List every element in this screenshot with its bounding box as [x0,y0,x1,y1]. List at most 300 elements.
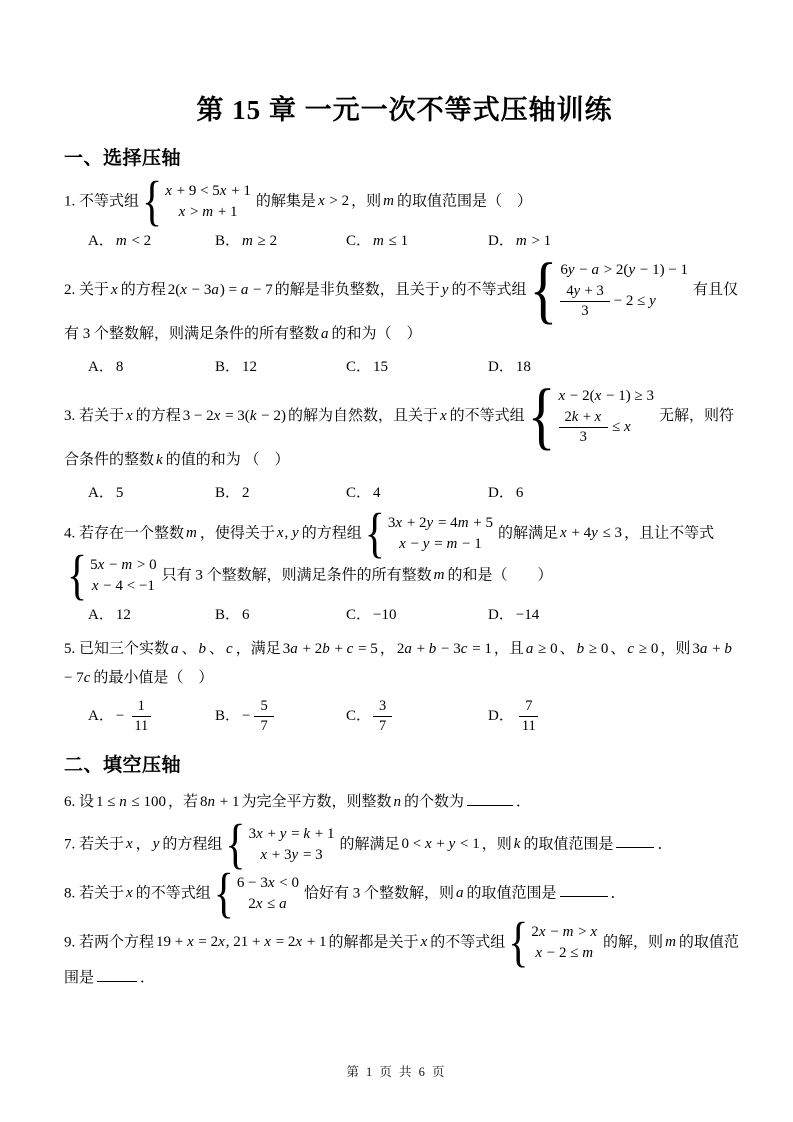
problem [64,247,745,380]
math-run: x − y = m − 1 [399,535,482,552]
math-run: x > m + 1 [178,203,238,220]
problem-text [64,788,745,817]
text-run: A． [88,358,114,375]
text-run: D． [488,606,514,623]
fraction-numerator [132,698,151,717]
text-run: 6. 设 [64,793,95,810]
math-variable: a [240,281,249,298]
math-run [126,885,134,901]
math-variable: y [628,261,636,278]
options-row [88,354,745,380]
math-variable: x [395,514,403,531]
math-variable: c [83,669,91,686]
math-run: 2 [242,484,250,501]
math-run: 5 [260,697,268,714]
math-run: 3 [581,302,589,319]
math-run: m ≥ 2 [242,232,278,249]
math-variable: m [121,556,133,573]
problem-text [64,247,745,349]
option-d [488,480,525,506]
math-variable: x [439,407,447,424]
math-variable: y [573,282,581,299]
option-c [346,228,488,254]
problem [64,503,745,628]
text-run: 1. 不等式组 [64,193,140,210]
math-run: − [242,708,251,725]
fraction-numerator [519,698,538,717]
math-run [421,934,429,950]
math-variable: m [457,514,469,531]
math-run [383,193,395,209]
system-line [246,895,289,914]
option-a [88,480,215,506]
options-row [88,228,745,254]
math-variable: x [420,934,428,951]
text-run: 的取值范围是（ ） [396,193,532,210]
text-run: ，则 [351,193,382,210]
system-rows [557,387,657,446]
text-run: ， [379,640,395,657]
math-variable: y [422,535,430,552]
math-run: 7 [260,717,268,734]
text-run: ，且让不等式 [624,525,715,542]
problem [64,912,745,993]
math-variable: a [591,261,599,278]
left-brace-icon: { [67,545,88,606]
math-run: 3a + 2b + c = 5 [282,640,378,657]
text-run: A． [88,232,114,249]
math-run: 3 [379,697,387,714]
math-run: x + 4y ≤ 3 [560,525,623,542]
fraction [373,698,392,735]
math-run: 6 [515,484,524,501]
math-run [442,282,450,298]
text-run: B． [215,606,241,623]
inequality-system [142,171,253,232]
text-run: 、 [610,640,626,657]
option-c [346,602,488,628]
option-a [88,354,215,380]
left-brace-icon: { [364,503,385,564]
system-line [258,846,324,865]
text-run: 5. 已知三个实数 [64,640,170,657]
math-run: 5 [115,484,124,501]
math-run: 2x ≤ a [248,895,287,912]
math-variable: a [525,640,534,657]
math-variable: k [513,836,521,853]
text-run: 的解，则 [603,934,664,951]
math-run: m ≤ 1 [373,232,409,249]
math-variable: m [562,923,574,940]
math-run: 2x − m > x [531,923,598,940]
text-run: 4. 若存在一个整数 [64,525,185,542]
math-variable: x [295,934,303,951]
math-variable: a [321,325,329,342]
system-line [557,409,634,446]
math-variable: x [594,408,602,425]
math-variable: a [290,640,298,657]
option-b [215,354,346,380]
inequality-system [213,863,301,924]
text-run: 的不等式组 [430,934,506,951]
text-run: D． [488,708,514,725]
text-run: 、 [559,640,575,657]
math-variable: a [279,895,287,912]
math-variable: x [264,934,271,951]
math-run: −10 [373,606,397,623]
problem [64,373,745,506]
math-run: m > 1 [515,232,552,249]
system-line [533,944,596,963]
math-variable: x [256,825,263,842]
math-run: 11 [134,717,149,734]
option-c [346,698,488,735]
text-run: 为完全平方数，则整数 [241,793,392,810]
math-run [456,885,465,901]
inequality-system [508,912,600,973]
math-run [126,836,134,852]
problem [64,814,745,875]
left-brace-icon: { [213,863,234,924]
text-run: D． [488,484,514,501]
text-run: ． [657,836,673,853]
math-variable: k [571,408,579,425]
option-b [215,480,346,506]
text-run: 有且仅有 3 个整数解，则满足条件的所有整数 [64,281,739,342]
math-run: 3 [579,428,587,445]
math-variable: b [322,640,330,657]
math-variable: m [115,232,127,249]
math-variable: n [119,793,127,810]
option-c [346,480,488,506]
math-run: 4 [373,484,381,501]
system-line [529,923,600,942]
options-row [88,602,745,628]
left-brace-icon: { [529,247,558,332]
math-run: 8 [115,358,124,375]
option-a [88,602,215,628]
text-run: ． [140,969,156,986]
math-variable: x [126,836,133,853]
math-variable: c [460,640,468,657]
text-run: 恰好有 3 个整数解，则 [303,885,454,902]
math-variable: y [426,514,434,531]
math-run [440,408,448,424]
fill-blank-problems-container [64,788,745,993]
math-variable: y [441,281,449,298]
math-variable: m [202,203,214,220]
answer-blank [616,832,654,848]
fraction-numerator [254,698,273,717]
math-variable: x [180,281,187,298]
math-variable: a [404,640,412,657]
math-variable: x [276,525,284,542]
options-row [88,698,745,735]
math-variable: x [255,895,263,912]
math-run: x, y [276,525,299,542]
math-run [199,641,208,657]
math-variable: a [211,281,219,298]
system-rows [386,514,495,554]
text-run: 的解满足 [339,836,400,853]
problem [64,635,745,735]
math-variable: y [279,825,287,842]
math-variable: c [226,640,233,657]
text-run: 2. 关于 [64,281,110,298]
math-variable: x [165,182,172,199]
text-run: ，则 [660,640,691,657]
math-run: x + 9 < 5x + 1 [165,182,251,199]
text-run: ，若 [167,793,198,810]
math-run [514,836,522,852]
math-variable: n [207,793,215,810]
math-run [434,567,446,583]
text-run: ，且 [493,640,524,657]
text-run: ，使得关于 [199,525,275,542]
math-run: x + 3y = 3 [260,846,323,863]
text-run: 的和是（ ） [447,567,553,584]
system-line [247,825,337,844]
system-rows [247,825,337,865]
section-heading-fill-blank: 二、填空压轴 [64,754,182,776]
math-variable: m [515,232,527,249]
math-variable: x [267,874,275,891]
math-variable: y [152,836,160,853]
text-run: B． [215,358,241,375]
text-run: 的和为（ ） [331,325,422,342]
page-title: 第 15 章 一元一次不等式压轴训练 [196,95,613,125]
math-run: 11 [521,717,536,734]
math-variable: x [538,923,546,940]
system-rows [235,874,301,914]
math-run: 6 − 3x < 0 [236,874,299,891]
math-run: 3 − 2x = 3(k − 2) [182,407,286,424]
math-variable: x [186,934,194,951]
math-run: 19 + x = 2x, 21 + x = 2x + 1 [156,934,327,951]
system-line [88,556,158,575]
math-variable: m [373,232,384,249]
math-variable: b [576,640,585,657]
math-variable: n [393,793,401,810]
math-run: 7 [525,697,533,714]
text-run: C． [346,484,372,501]
math-variable: x [624,418,631,435]
math-run [111,282,119,298]
text-run: 的不等式组 [135,885,211,902]
math-variable: b [198,640,207,657]
text-run: 的最小值是（ ） [93,669,214,686]
math-run [665,934,677,950]
problem-text [64,373,745,475]
answer-blank [467,790,513,806]
fraction-denominator [254,717,273,735]
system-line [386,514,495,533]
system-line [177,203,240,222]
math-variable: m [433,567,445,584]
left-brace-icon: { [527,373,556,458]
text-run: 7. 若关于 [64,836,125,853]
math-run: 2k + x [564,408,602,425]
option-c [346,354,488,380]
math-variable: x [91,577,99,594]
text-run: 无解，则符合条件的整数 [64,407,735,468]
math-run: 2a + b − 3c = 1 [396,640,492,657]
text-run: B． [215,708,241,725]
fraction-denominator [516,717,542,735]
text-run: ，则 [481,836,512,853]
math-run: − 2 ≤ y [613,292,656,309]
problem-text [64,503,745,606]
text-run: ，满足 [235,640,281,657]
math-variable: a [699,640,708,657]
math-run: 1 [137,697,145,714]
fraction [128,698,154,735]
option-d [488,602,541,628]
text-run: 、 [181,640,197,657]
text-run: B． [215,232,241,249]
text-run: 的方程 [120,281,166,298]
left-brace-icon: { [508,912,529,973]
math-variable: b [428,640,437,657]
text-run: ， [135,836,151,853]
math-run [156,452,164,468]
problem-text [64,814,745,875]
math-run: 15 [373,358,389,375]
math-variable: c [627,640,635,657]
math-run: 12 [242,358,258,375]
system-rows [88,556,158,596]
math-variable: k [249,407,257,424]
text-run: A． [88,708,114,725]
option-a [88,698,215,735]
math-variable: x [317,193,325,210]
fraction [516,698,542,735]
left-brace-icon: { [142,171,163,232]
problem-text [64,912,745,993]
math-variable: k [303,825,311,842]
math-variable: x [558,387,566,404]
inequality-system [225,814,336,875]
inequality-system [67,545,159,606]
math-variable: x [594,387,602,404]
text-run: 的方程组 [162,836,223,853]
math-variable: m [242,232,253,249]
math-variable: x [219,182,227,199]
math-variable: y [591,525,598,542]
option-d [488,698,544,735]
inequality-system [527,373,656,458]
math-run: x − 2 ≤ m [535,944,594,961]
text-run: 的解集是 [255,193,316,210]
math-variable: a [456,885,464,902]
math-run: −14 [515,606,540,623]
math-run [171,641,180,657]
system-line [90,577,157,596]
text-run: B． [215,484,241,501]
math-run: 0 < x + y < 1 [401,836,480,853]
math-run: x − 2(x − 1) ≥ 3 [558,387,654,404]
system-line [235,874,301,893]
text-run: 的解都是关于 [328,934,419,951]
text-run: 的取值范围是 [64,934,739,986]
math-variable: x [260,846,268,863]
math-run: 3x + y = k + 1 [248,825,335,842]
math-variable: x [535,944,543,961]
math-run: 12 [115,606,131,623]
text-run: C． [346,606,372,623]
math-run: ≤ x [612,418,631,435]
math-run [126,408,134,424]
answer-blank [560,881,608,897]
system-rows [529,923,600,963]
math-run: 6 [242,606,250,623]
problem-text [64,863,745,924]
system-line [397,535,484,554]
system-line [558,283,659,320]
option-b [215,698,346,735]
text-run: D． [488,232,514,249]
fraction-numerator [559,409,609,428]
text-run: 的个数为 [403,793,464,810]
left-brace-icon: { [225,814,246,875]
text-run: D． [488,358,514,375]
math-variable: m [665,934,676,951]
math-variable: x [126,407,133,424]
math-variable: x [218,934,225,951]
choice-problems-container [64,171,745,735]
math-variable: y [649,292,656,309]
text-run: 3. 若关于 [64,407,125,424]
text-run: 只有 3 个整数解，则满足条件的所有整数 [161,567,432,584]
math-run: x − 4 < −1 [91,577,155,594]
text-run: 8. 若关于 [64,885,125,902]
text-run: 9. 若两个方程 [64,934,155,951]
problem [64,171,745,254]
text-run: A． [88,484,114,501]
math-variable: x [590,923,598,940]
math-run: 3x + 2y = 4m + 5 [387,514,493,531]
math-run [321,326,330,342]
text-run: ． [516,793,532,810]
math-variable: m [186,525,197,542]
text-run: 的不等式组 [451,281,527,298]
text-run: 的解满足 [498,525,559,542]
option-d [488,354,533,380]
text-run: 的取值范围是 [523,836,614,853]
text-run: A． [88,606,114,623]
math-run [153,836,161,852]
problem-text [64,635,745,693]
math-variable: x [560,525,567,542]
system-line [558,261,690,280]
system-line [557,387,657,406]
fraction [254,698,273,735]
fraction-denominator [373,717,392,735]
math-run: b ≥ 0 [576,640,609,657]
fraction-denominator [128,717,154,735]
math-variable: a [171,640,179,657]
math-variable: y [291,846,299,863]
text-run: C． [346,708,372,725]
math-variable: x [424,836,432,853]
math-run: 8n + 1 [200,793,240,810]
math-run: − [115,708,125,725]
fraction [559,409,609,446]
math-run: m < 2 [115,232,152,249]
text-run: 的不等式组 [449,407,525,424]
math-run: 2(x − 3a) = a − 7 [167,281,273,298]
page-footer: 第 1 页 共 6 页 [346,1065,447,1079]
